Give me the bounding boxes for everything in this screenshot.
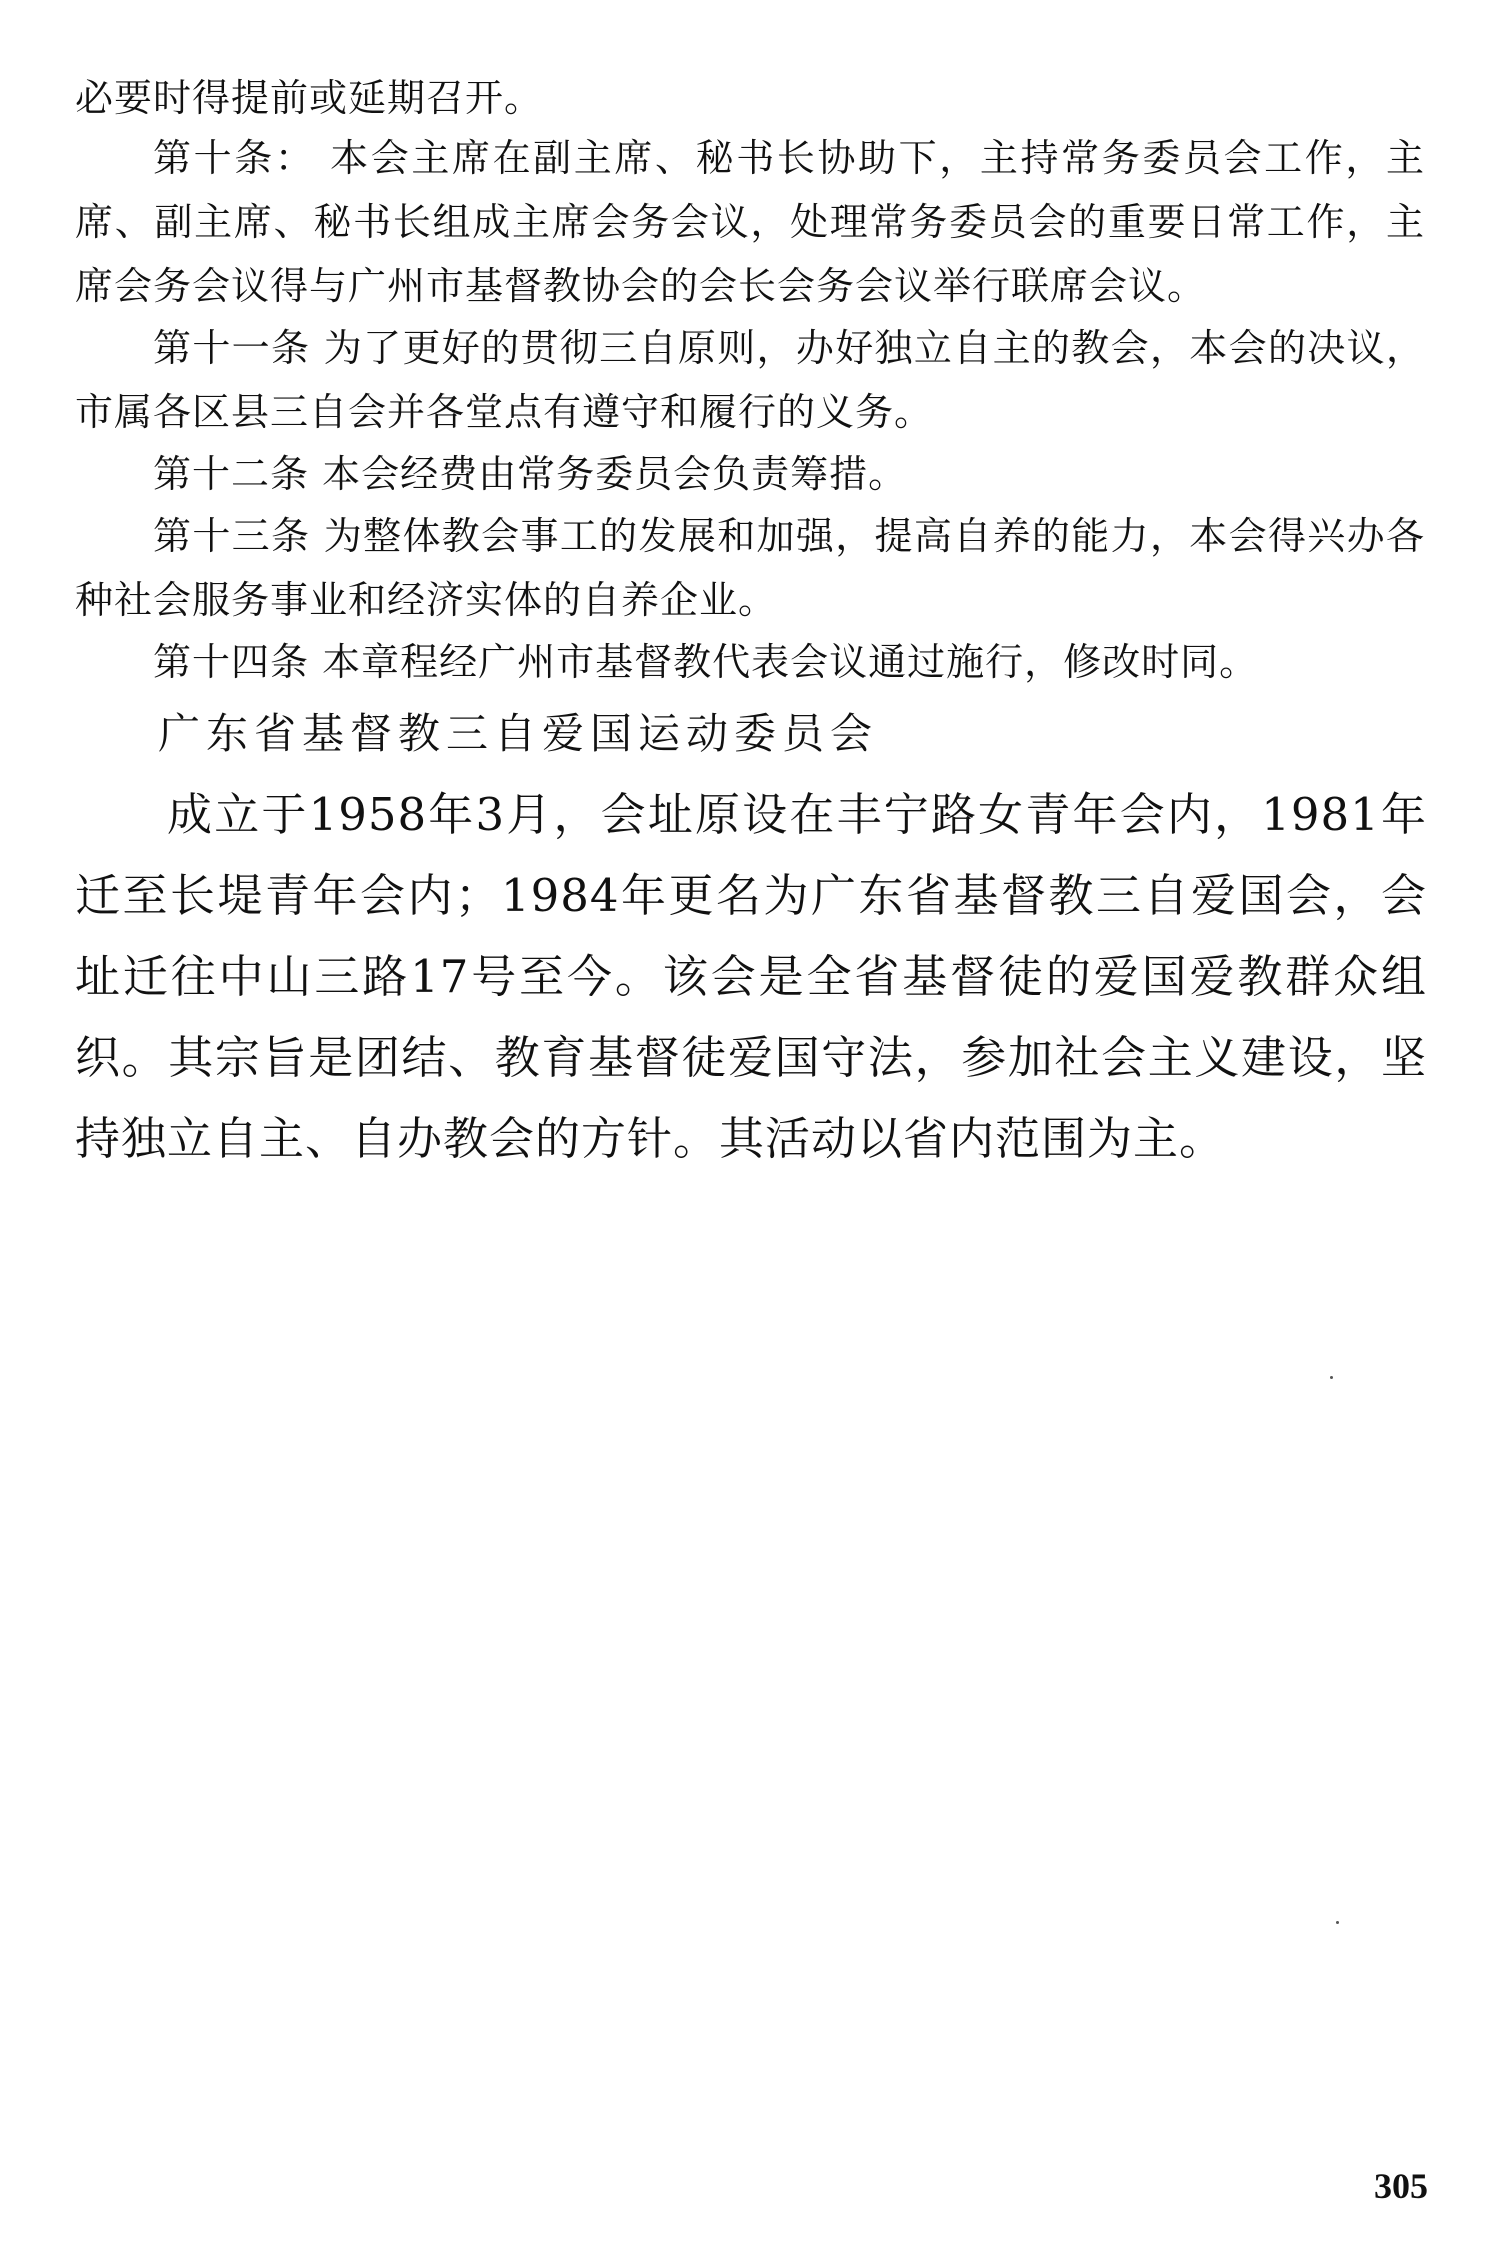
scan-speck xyxy=(1336,1921,1339,1924)
page-number: 305 xyxy=(1374,2166,1428,2206)
section-body: 成立于1958年3月，会址原设在丰宁路女青年会内，1981年迁至长堤青年会内；1984年更名为广东省基督教三自爱国会，会址迁往中山三路17号至今。该会是全省基督徒的爱国爱教群众组织。其宗旨是团结、教育基督徒爱国守法，参加社会主义建设，坚持独立自主、自办教会的方针。其活动以省内范围为主。 xyxy=(75,788,1427,1165)
continuation-text: 必要时得提前或延期召开。 xyxy=(75,76,544,120)
article-11: 第十一条 为了更好的贯彻三自原则，办好独立自主的教会，本会的决议，市属各区县三自会并各堂点有遵守和履行的义务。 xyxy=(75,326,1425,434)
article-14: 第十四条 本章程经广州市基督教代表会议通过施行，修改时同。 xyxy=(153,640,1259,684)
section-heading: 广东省基督教三自爱国运动委员会 xyxy=(158,709,879,758)
article-12: 第十二条 本会经费由常务委员会负责筹措。 xyxy=(153,452,908,496)
article-10: 第十条： 本会主席在副主席、秘书长协助下，主持常务委员会工作，主席、副主席、秘书长组成主席会务会议，处理常务委员会的重要日常工作，主席会务会议得与广州市基督教协会的会长会务会议举行联席会议。 xyxy=(75,136,1425,308)
scan-speck xyxy=(1330,1376,1333,1379)
article-13: 第十三条 为整体教会事工的发展和加强，提高自养的能力，本会得兴办各种社会服务事业和经济实体的自养企业。 xyxy=(75,514,1425,622)
